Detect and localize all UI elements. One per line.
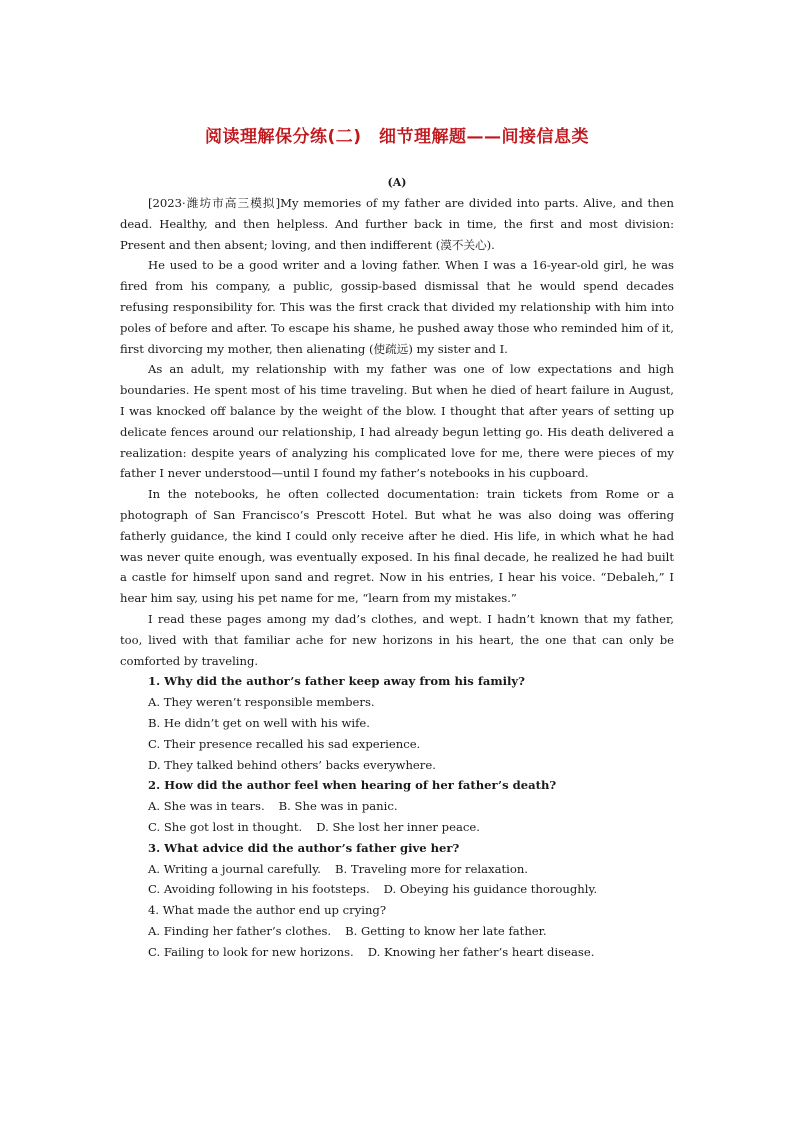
answer-option: D. Knowing her father’s heart disease. xyxy=(367,944,595,959)
answer-option: A. Finding her father’s clothes. xyxy=(148,923,332,938)
answer-option: C. Avoiding following in his footsteps. xyxy=(148,882,370,897)
answer-option: A. She was in tears. xyxy=(148,799,265,814)
answer-option-row xyxy=(120,859,674,880)
question-stem: 4. What made the author end up crying? xyxy=(148,903,387,918)
question-stem: 3. What advice did the author’s father give her? xyxy=(148,840,460,855)
answer-option: D. Obeying his guidance thoroughly. xyxy=(383,882,598,897)
section-label: (A) xyxy=(387,176,407,189)
answer-option-row xyxy=(120,879,674,900)
answer-option: C. Failing to look for new horizons. xyxy=(148,944,354,959)
answer-option-row xyxy=(120,942,674,963)
passage-paragraph: He used to be a good writer and a loving father. When I was a 16-year-old girl, he was fired from his company, a public, gossip-based dismissal that he would spend decades refusing responsibility for. This was the first crack that divided my relationship with him into poles of before and after. To escape his shame, he pushed away those who reminded him of it, first divorcing my mother, then alienating (使疏远) my sister and I. xyxy=(120,258,674,356)
passage-paragraph: I read these pages among my dad’s clothes, and wept. I hadn’t known that my father, too, lived with that familiar ache for new horizons in his heart, the one that can only be comforted by traveling. xyxy=(120,611,674,668)
passage-paragraph: As an adult, my relationship with my father was one of low expectations and high boundaries. He spent most of his time traveling. But when he died of heart failure in August, I was knocked off balance by the weight of the blow. I thought that after years of setting up delicate fences around our relationship, I had already begun letting go. His death delivered a realization: despite years of analyzing his complicated love for me, there were pieces of my father I never understood—until I found my father’s notebooks in his cupboard. xyxy=(120,362,674,481)
answer-option: D. They talked behind others’ backs everywhere. xyxy=(148,757,436,772)
passage-paragraph: In the notebooks, he often collected documentation: train tickets from Rome or a photograph of San Francisco’s Prescott Hotel. But what he was also doing was offering fatherly guidance, the kind I could only receive after he died. His life, in which what he had was never quite enough, was eventually exposed. In his final decade, he realized he had built a castle for himself upon sand and regret. Now in his entries, I hear his voice. “Debaleh,” I hear him say, using his pet name for me, “learn from my mistakes.” xyxy=(120,487,674,606)
answer-option: A. Writing a journal carefully. xyxy=(148,861,321,876)
answer-option: B. She was in panic. xyxy=(278,799,398,814)
answer-option: B. Traveling more for relaxation. xyxy=(334,861,528,876)
answer-option: C. Their presence recalled his sad experience. xyxy=(148,736,421,751)
answer-option-row xyxy=(120,921,674,942)
answer-option: A. They weren’t responsible members. xyxy=(148,695,375,710)
answer-option: B. Getting to know her late father. xyxy=(345,923,547,938)
passage-body xyxy=(120,193,674,962)
page-title: 阅读理解保分练(二) 细节理解题——间接信息类 xyxy=(204,127,590,147)
question-stem: 1. Why did the author’s father keep away from his family? xyxy=(148,674,525,689)
passage-paragraph: [2023·潍坊市高三模拟]My memories of my father are divided into parts. Alive, and then dead. Healthy, and then helpless. And further back in time, the first and most division: Present and then absent; loving, and then indifferent (漠不关心). xyxy=(120,196,674,252)
answer-option: C. She got lost in thought. xyxy=(148,819,303,834)
answer-option: D. She lost her inner peace. xyxy=(316,819,480,834)
answer-option: B. He didn’t get on well with his wife. xyxy=(148,715,370,730)
question-stem: 2. How did the author feel when hearing of her father’s death? xyxy=(148,778,557,793)
answer-option-row xyxy=(120,796,674,817)
answer-option-row xyxy=(120,817,674,838)
